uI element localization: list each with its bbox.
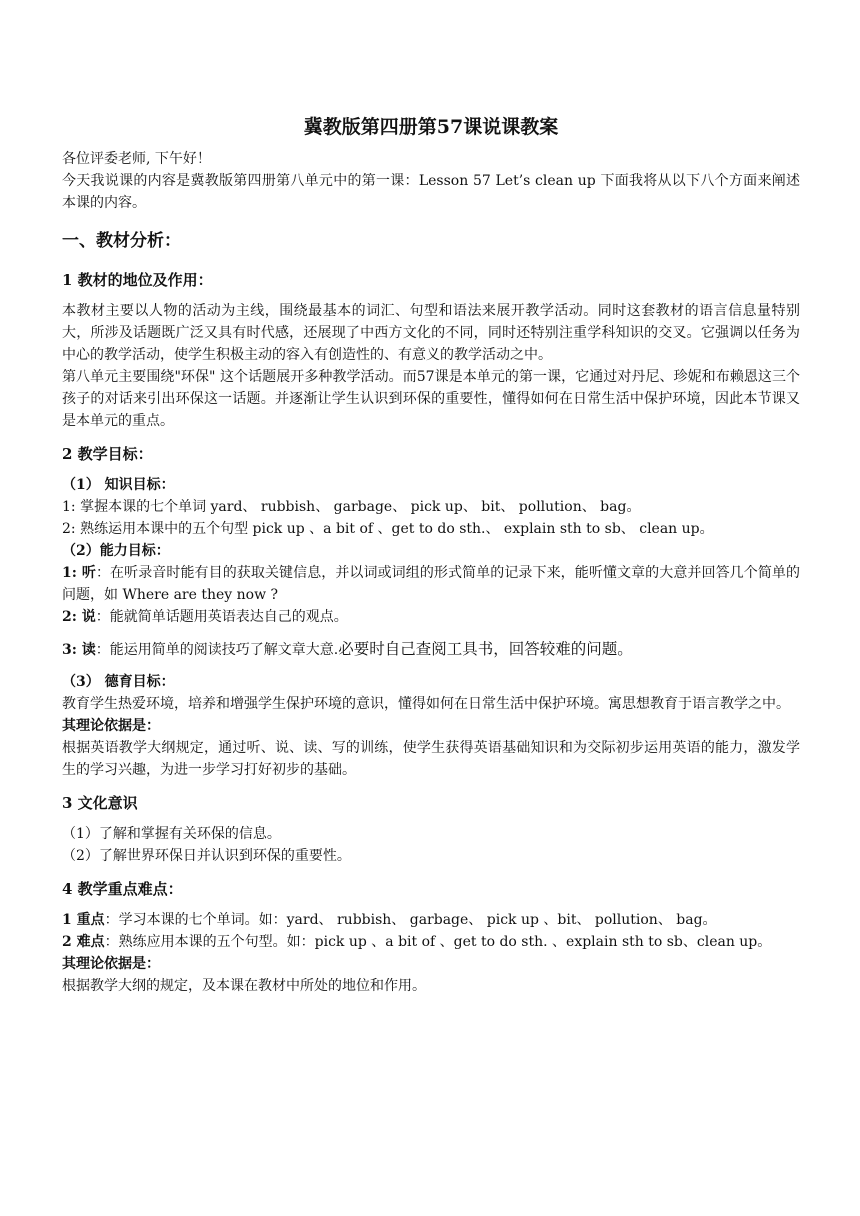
- ability-goal-reading-label: 3: 读: [62, 642, 96, 658]
- subsection-1-4-heading: 4 教学重点难点：: [62, 880, 183, 898]
- theory-basis-heading-1: 其理论依据是：: [62, 718, 160, 734]
- difficult-points-text: ：熟练应用本课的五个句型。如：pick up 、a bit of 、get to do sth. 、explain sth to sb、clean up。: [104, 934, 772, 950]
- culture-item-1: （1）了解和掌握有关环保的信息。: [62, 826, 281, 842]
- intro-paragraph: 今天我说课的内容是冀教版第四册第八单元中的第一课：Lesson 57 Let’s clean up 下面我将从以下八个方面来阐述本课的内容。: [62, 173, 800, 211]
- material-paragraph-1: 本教材主要以人物的活动为主线，围绕最基本的词汇、句型和语法来展开教学活动。同时这套教材的语言信息量特别大，所涉及话题既广泛又具有时代感，还展现了中西方文化的不同，同时还特别注重学科知识的交叉。它强调以任务为中心的教学活动，使学生积极主动的容入有创造性的、有意义的教学活动之中。: [62, 303, 800, 363]
- document-title: 冀教版第四册第57课说课教案: [303, 116, 559, 138]
- knowledge-goal-2: 2: 熟练运用本课中的五个句型 pick up 、a bit of 、get to do sth.、 explain sth to sb、 clean up。: [62, 521, 714, 537]
- document-page: [62, 112, 800, 997]
- difficult-points: [62, 931, 800, 953]
- difficult-points-label: 2 难点: [62, 934, 105, 950]
- subsection-1-1-heading: 1 教材的地位及作用：: [62, 271, 213, 289]
- key-points: [62, 909, 800, 931]
- ability-goal-reading-text-a: ：能运用简单的阅读技巧了解文章大意.: [95, 642, 339, 658]
- ability-goal-speaking-label: 2: 说: [62, 609, 96, 625]
- knowledge-goals-heading: （1） 知识目标：: [62, 477, 175, 493]
- theory-basis-text-2: 根据教学大纲的规定，及本课在教材中所处的地位和作用。: [62, 978, 426, 994]
- ability-goal-speaking-text: ：能就简单话题用英语表达自己的观点。: [95, 609, 348, 625]
- section-1-heading: 一、教材分析：: [62, 231, 181, 251]
- theory-basis-heading-2: 其理论依据是：: [62, 956, 160, 972]
- ability-goal-reading-text-b: 必要时自己查阅工具书，回答较难的问题。: [338, 640, 633, 658]
- ability-goal-listening: [62, 562, 800, 606]
- ability-goal-speaking: [62, 606, 800, 628]
- ability-goals-heading: （2）能力目标：: [62, 543, 170, 559]
- theory-basis-text-1: 根据英语教学大纲规定，通过听、说、读、写的训练，使学生获得英语基础知识和为交际初步运用英语的能力，激发学生的学习兴趣，为进一步学习打好初步的基础。: [62, 740, 800, 778]
- culture-item-2: （2）了解世界环保日并认识到环保的重要性。: [62, 848, 351, 864]
- subsection-1-3-heading: 3 文化意识: [62, 794, 138, 812]
- knowledge-goal-1: 1: 掌握本课的七个单词 yard、 rubbish、 garbage、 pick up、 bit、 pollution、 bag。: [62, 499, 641, 515]
- moral-goals-heading: （3） 德育目标：: [62, 674, 175, 690]
- key-points-label: 1 重点: [62, 912, 105, 928]
- ability-goal-reading: [62, 638, 800, 661]
- ability-goal-listening-text: ：在听录音时能有目的获取关键信息，并以词或词组的形式简单的记录下来，能听懂文章的大意并回答几个简单的问题，如 Where are they now ?: [62, 565, 800, 603]
- moral-goal-text: 教育学生热爱环境，培养和增强学生保护环境的意识，懂得如何在日常生活中保护环境。寓思想教育于语言教学之中。: [62, 696, 790, 712]
- key-points-text: ：学习本课的七个单词。如：yard、 rubbish、 garbage、 pick up 、bit、 pollution、 bag。: [104, 912, 717, 928]
- ability-goal-listening-label: 1: 听: [62, 565, 96, 581]
- greeting: 各位评委老师, 下午好！: [62, 151, 211, 167]
- subsection-1-2-heading: 2 教学目标：: [62, 445, 153, 463]
- material-paragraph-2: 第八单元主要围绕"环保" 这个话题展开多种教学活动。而57课是本单元的第一课，它通过对丹尼、珍妮和布赖恩这三个孩子的对话来引出环保这一话题。并逐渐让学生认识到环保的重要性，懂得如何在日常生活中保护环境，因此本节课又是本单元的重点。: [62, 369, 800, 429]
